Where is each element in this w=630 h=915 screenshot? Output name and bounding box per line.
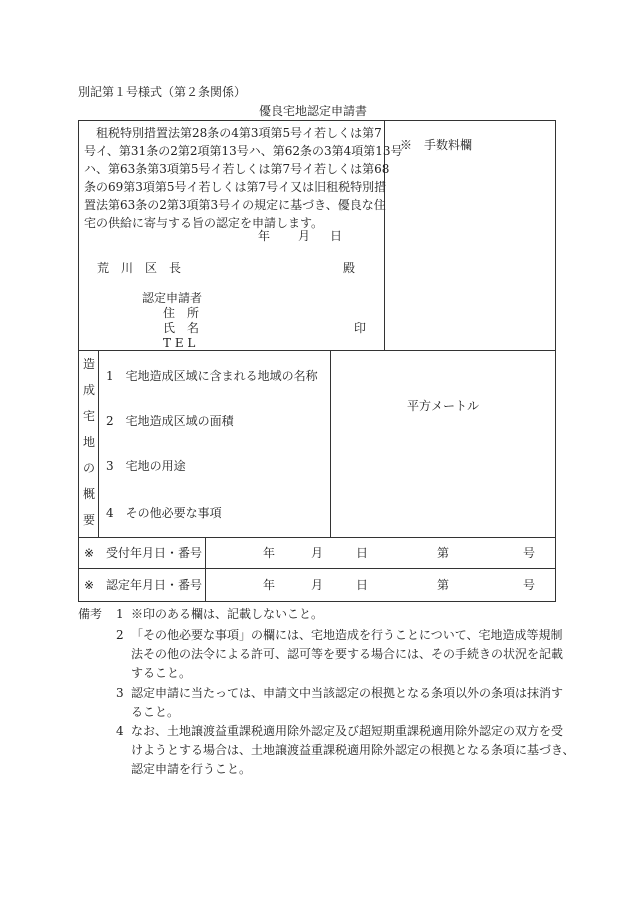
note-text: 「その他必要な事項」の欄には、宅地造成を行うことについて、宅地造成等規制 法その他の法令による許可、認可等を要する場合には、その手続きの状況を記載 すること。 — [131, 628, 564, 680]
applicant-label: 認定申請者 — [142, 291, 203, 305]
certification-go: 号 — [523, 578, 536, 592]
application-text: 租税特別措置法第28条の4第3項第5号イ若しくは第7 号イ、第31条の2第2項第13号ハ、第62条の3第4項第13号 ハ、第63条第3項第5号イ若しくは第7号イ若しくは第68 条の69第3項第5号イ若しくは第7号イ又は旧租税特別措 置法第63条の2第3項第3号イの規定に基づき、優良な住 宅の供給に寄与する旨の認定を申請します。 — [84, 126, 403, 230]
summary-item-land-use: 3 宅地の用途 — [106, 459, 186, 473]
table-divider-1 — [78, 350, 556, 351]
note-text: 認定申請に当たっては、申請文中当該認定の根拠となる条項以外の条項は抹消す ること。 — [131, 686, 564, 719]
certification-mark: ※ — [84, 578, 95, 592]
receipt-dai: 第 — [437, 546, 450, 560]
honorific: 殿 — [343, 261, 356, 275]
date-month: 月 — [298, 229, 311, 243]
form-number: 別記第１号様式（第２条関係） — [78, 85, 247, 99]
receipt-year: 年 — [263, 546, 276, 560]
certification-day: 日 — [356, 578, 369, 592]
fee-label: ※ 手数料欄 — [400, 138, 473, 152]
certification-year: 年 — [263, 578, 276, 592]
receipt-mark: ※ — [84, 546, 95, 560]
side-label-char: 造 — [83, 357, 96, 371]
side-label-char: 要 — [83, 513, 96, 527]
certification-dai: 第 — [437, 578, 450, 592]
receipt-day: 日 — [356, 546, 369, 560]
certification-label: 認定年月日・番号 — [106, 578, 203, 592]
seal-mark: 印 — [354, 321, 367, 335]
address-label: 住 所 — [163, 306, 200, 320]
area-unit: 平方メートル — [407, 399, 480, 413]
addressee: 荒 川 区 長 — [97, 261, 182, 275]
note-number: 2 — [116, 628, 124, 642]
notes-label: 備考 — [78, 607, 103, 621]
note-number: 4 — [116, 724, 124, 738]
summary-item-area-size: 2 宅地造成区域の面積 — [106, 414, 234, 428]
name-label: 氏 名 — [163, 321, 200, 335]
side-label-char: 地 — [83, 435, 96, 449]
side-label-char: の — [83, 461, 96, 475]
receipt-label-divider — [205, 537, 206, 602]
note-text: なお、土地譲渡益重課税適用除外認定及び超短期重課税適用除外認定の双方を受 けようとする場合は、土地譲渡益重課税適用除外認定の根拠となる条項に基づき、 認定申請を行うこと。 — [131, 724, 575, 776]
receipt-label: 受付年月日・番号 — [106, 546, 203, 560]
summary-value-divider — [330, 350, 331, 537]
summary-item-area-name: 1 宅地造成区域に含まれる地域の名称 — [106, 369, 318, 383]
side-label-divider — [98, 350, 99, 537]
note-number: 1 — [116, 607, 124, 621]
side-label-char: 宅 — [83, 409, 96, 423]
side-label-char: 成 — [83, 383, 96, 397]
table-divider-3 — [78, 568, 556, 569]
receipt-month: 月 — [311, 546, 324, 560]
table-divider-2 — [78, 537, 556, 538]
receipt-go: 号 — [523, 546, 536, 560]
side-label-char: 概 — [83, 487, 96, 501]
page-title: 優良宅地認定申請書 — [259, 104, 368, 118]
date-year: 年 — [258, 229, 271, 243]
note-number: 3 — [116, 686, 124, 700]
tel-label: T E L — [163, 336, 196, 350]
summary-item-other: 4 その他必要な事項 — [106, 506, 222, 520]
certification-month: 月 — [311, 578, 324, 592]
note-text: ※印のある欄は、記載しないこと。 — [131, 607, 324, 621]
date-day: 日 — [330, 229, 343, 243]
